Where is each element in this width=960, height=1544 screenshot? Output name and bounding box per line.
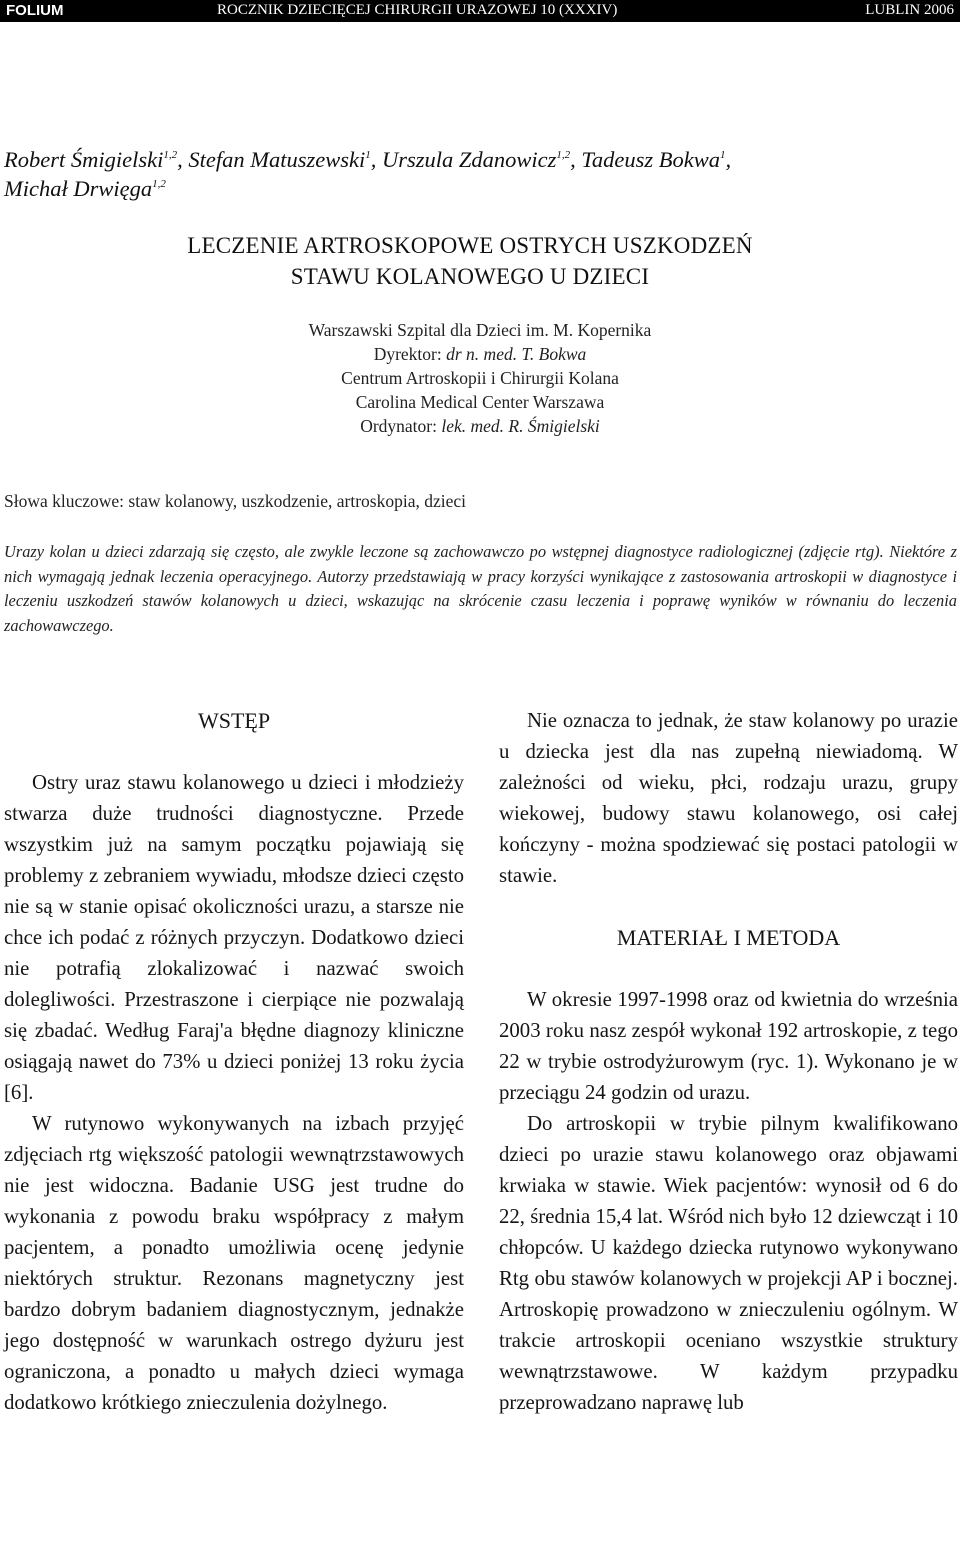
title-line: STAWU KOLANOWEGO U DZIECI bbox=[290, 264, 650, 289]
paragraph: Nie oznacza to jednak, że staw kolanowy po urazie u dziecka jest dla nas zupełną niewiadomą. W zależności od wieku, płci, rodzaju urazu, grupy wiekowej, budowy stawu kolanowego, osi całej kończyny - można spodziewać się postaci patologii w stawie. bbox=[499, 709, 958, 887]
author: Robert Śmigielski$^{1,2}$, bbox=[4, 147, 189, 172]
paragraph: Do artroskopii w trybie pilnym kwalifikowano dzieci po urazie stawu kolanowego oraz objawami krwiaka w stawie. Wiek pacjentów: wynosił od 6 do 22, średnia 15,4 lat. Wśród nich było 12 dziewcząt i 10 chłopców. U każdego dziecka rutynowo wykonywano Rtg obu stawów kolanowych w projekcji AP i bocznej. Artroskopię prowadzono w znieczuleniu ogólnym. W trakcie artroskopii oceniano wszystkie struktury wewnątrzstawowe. W każdym przypadku przeprowadzano naprawę lub bbox=[499, 1112, 958, 1414]
article-title bbox=[0, 230, 940, 292]
title-line: LECZENIE ARTROSKOPOWE OSTRYCH USZKODZEŃ bbox=[187, 233, 753, 258]
clinic-name: Carolina Medical Center Warszawa bbox=[355, 392, 605, 412]
author: Michał Drwięga$^{1,2}$ bbox=[4, 176, 166, 201]
paragraph: Ostry uraz stawu kolanowego u dzieci i młodzieży stwarza duże trudności diagnostyczne. Przede wszystkim już na samym początku pojawiają się problemy z zebraniem wywiadu, młodsze dzieci często nie są w stanie opisać okoliczności urazu, a starsze nie chce ich podać z różnych przyczyn. Dodatkowo dzieci nie potrafią zlokalizować i nazwać swoich dolegliwości. Przestraszone i cierpiące nie pozwalają się zbadać. Według Faraj'a błędne diagnozy kliniczne osiągają nawet do 73% u dzieci poniżej 13 roku życia [6]. bbox=[4, 771, 464, 1104]
keywords: Słowa kluczowe: staw kolanowy, uszkodzenie, artroskopia, dzieci bbox=[4, 491, 466, 511]
body-column-right bbox=[499, 705, 958, 1418]
author: Urszula Zdanowicz$^{1,2}$, bbox=[381, 147, 582, 172]
section-heading-introduction: WSTĘP bbox=[197, 708, 271, 733]
abstract: Urazy kolan u dzieci zdarzają się często, ale zwykle leczone są zachowawczo po wstępnej diagnostyce radiologicznej (zdjęcie rtg). Niektóre z nich wymagają jednak leczenia operacyjnego. Autorzy przedstawiają w pracy korzyści wynikające z zastosowania artroskopii w diagnostyce i leczeniu uszkodzeń stawów kolanowych u dzieci, wskazując na skrócenie czasu leczenia i poprawę wyników w równaniu do leczenia zachowawczego. bbox=[4, 542, 957, 635]
author: Tadeusz Bokwa$^1$, bbox=[581, 147, 732, 172]
center-name: Centrum Artroskopii i Chirurgii Kolana bbox=[341, 368, 619, 388]
author-list bbox=[4, 145, 954, 203]
section-heading-methods: MATERIAŁ I METODA bbox=[616, 925, 841, 950]
publisher-brand: FOLIUM bbox=[6, 2, 64, 19]
author: Stefan Matuszewski$^1$, bbox=[188, 147, 382, 172]
head-line: Ordynator: lek. med. R. Śmigielski bbox=[360, 416, 600, 436]
director-line: Dyrektor: dr n. med. T. Bokwa bbox=[373, 344, 587, 364]
paragraph: W rutynowo wykonywanych na izbach przyjęć zdjęciach rtg większość patologii wewnątrzstawowych nie jest widoczna. Badanie USG jest trudne do wykonania z powodu braku współpracy z małym pacjentem, a ponadto umożliwia ocenę jedynie niektórych struktur. Rezonans magnetyczny jest bardzo dobrym badaniem diagnostycznym, jednakże jego dostępność w warunkach ostrego dyżuru jest ograniczona, a ponadto u małych dzieci wymaga dodatkowo krótkiego znieczulenia dożylnego. bbox=[4, 1112, 464, 1414]
body-column-left bbox=[4, 705, 464, 1418]
affiliation-block bbox=[0, 318, 960, 438]
hospital-name: Warszawski Szpital dla Dzieci im. M. Kopernika bbox=[308, 320, 652, 340]
journal-place-year: LUBLIN 2006 bbox=[865, 2, 954, 18]
journal-header bbox=[0, 0, 960, 22]
journal-name: ROCZNIK DZIECIĘCEJ CHIRURGII URAZOWEJ 10 (XXXIV) bbox=[217, 2, 618, 18]
paragraph: W okresie 1997-1998 oraz od kwietnia do września 2003 roku nasz zespół wykonał 192 artroskopie, z tego 22 w trybie ostrodyżurowym (ryc. 1). Wykonano je w przeciągu 24 godzin od urazu. bbox=[499, 988, 958, 1104]
